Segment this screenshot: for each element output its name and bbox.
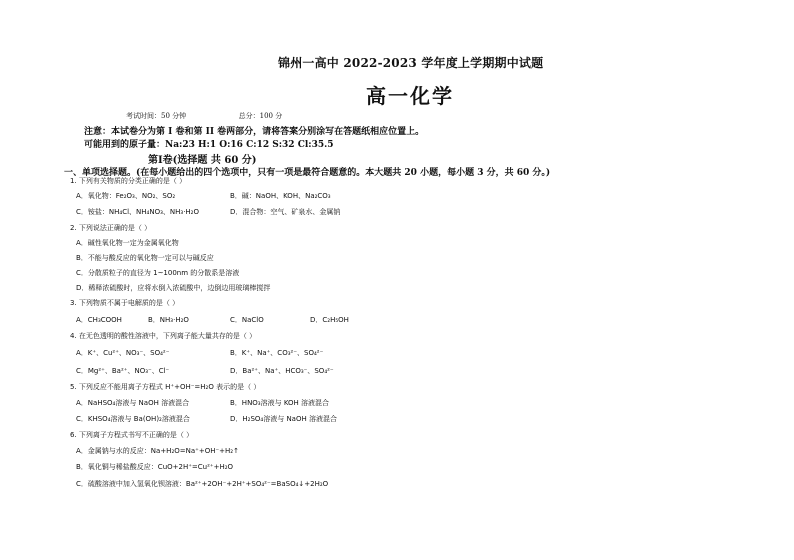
option-c: C．KHSO₄溶液与 Ba(OH)₂溶液混合 <box>76 415 190 423</box>
option-a: A．CH₃COOH <box>76 316 122 324</box>
option-b: B．K⁺、Na⁺、CO₃²⁻、SO₄²⁻ <box>230 349 324 357</box>
question-stem: 3. 下列物质不属于电解质的是（ ） <box>70 299 180 307</box>
option-a: A．碱性氧化物一定为金属氧化物 <box>76 239 179 247</box>
exam-score: 总分：100 分 <box>238 112 283 120</box>
option-d: D．H₂SO₄溶液与 NaOH 溶液混合 <box>230 415 337 423</box>
option-d: D．C₂H₅OH <box>310 316 349 324</box>
option-c: C．Mg²⁺、Ba²⁺、NO₃⁻、Cl⁻ <box>76 367 170 375</box>
question-stem: 4. 在无色透明的酸性溶液中，下列离子能大量共存的是（ ） <box>70 332 257 340</box>
option-d: D．Ba²⁺、Na⁺、HCO₃⁻、SO₄²⁻ <box>230 367 334 375</box>
option-b: B．NH₃·H₂O <box>148 316 189 324</box>
option-b: B．不能与酸反应的氧化物一定可以与碱反应 <box>76 254 214 262</box>
option-b: B．碱：NaOH、KOH、Na₂CO₃ <box>230 192 331 200</box>
exam-note: 注意：本试卷分为第 I 卷和第 II 卷两部分，请将答案分别涂写在答题纸相应位置上。 <box>84 127 425 137</box>
option-c: C．分散质粒子的直径为 1~100nm 的分散系是溶液 <box>76 269 240 277</box>
question-stem: 6. 下列离子方程式书写不正确的是（ ） <box>70 431 194 439</box>
question-stem: 2. 下列说法正确的是（ ） <box>70 224 152 232</box>
option-c: C．硫酸溶液中加入氢氧化钡溶液：Ba²⁺+2OH⁻+2H⁺+SO₄²⁻=BaSO₄↓+2H₂O <box>76 480 329 488</box>
exam-time: 考试时间：50 分钟 <box>126 112 187 120</box>
part-label: 一、单项选择题。 <box>64 168 137 178</box>
option-a: A．NaHSO₄溶液与 NaOH 溶液混合 <box>76 399 190 407</box>
subject-title: 高一化学 <box>366 84 454 108</box>
option-d: D．混合物：空气、矿泉水、金属钠 <box>230 208 341 216</box>
option-d: D．稀释浓硫酸时，应将水倒入浓硫酸中，边倒边用玻璃棒搅拌 <box>76 284 271 292</box>
atomic-mass-line: 可能用到的原子量：Na:23 H:1 O:16 C:12 S:32 Cl:35.5 <box>84 140 334 150</box>
exam-meta <box>126 111 282 121</box>
option-a: A．K⁺、Cu²⁺、NO₃⁻、SO₄²⁻ <box>76 349 170 357</box>
question-stem: 5. 下列反应不能用离子方程式 H⁺+OH⁻=H₂O 表示的是（ ） <box>70 383 261 391</box>
part-description: (在每小题给出的四个选项中，只有一项是最符合题意的。本大题共 20 小题，每小题 3 分，共 60 分。) <box>136 168 551 178</box>
option-b: B．HNO₃溶液与 KOH 溶液混合 <box>230 399 330 407</box>
option-c: C．铵盐：NH₄Cl、NH₄NO₃、NH₃·H₂O <box>76 208 199 216</box>
section-title: 第Ⅰ卷(选择题 共 60 分) <box>148 155 257 166</box>
option-b: B．氧化铜与稀盐酸反应：CuO+2H⁺=Cu²⁺+H₂O <box>76 463 234 471</box>
option-c: C．NaClO <box>230 316 264 324</box>
exam-title: 锦州一高中 2022-2023 学年度上学期期中试题 <box>278 56 544 70</box>
option-a: A．金属钠与水的反应：Na+H₂O=Na⁺+OH⁻+H₂↑ <box>76 447 239 455</box>
question-stem: 1. 下列有关物质的分类正确的是（ ） <box>70 177 187 185</box>
option-a: A．氧化物：Fe₂O₃、NO₂、SO₂ <box>76 192 176 200</box>
